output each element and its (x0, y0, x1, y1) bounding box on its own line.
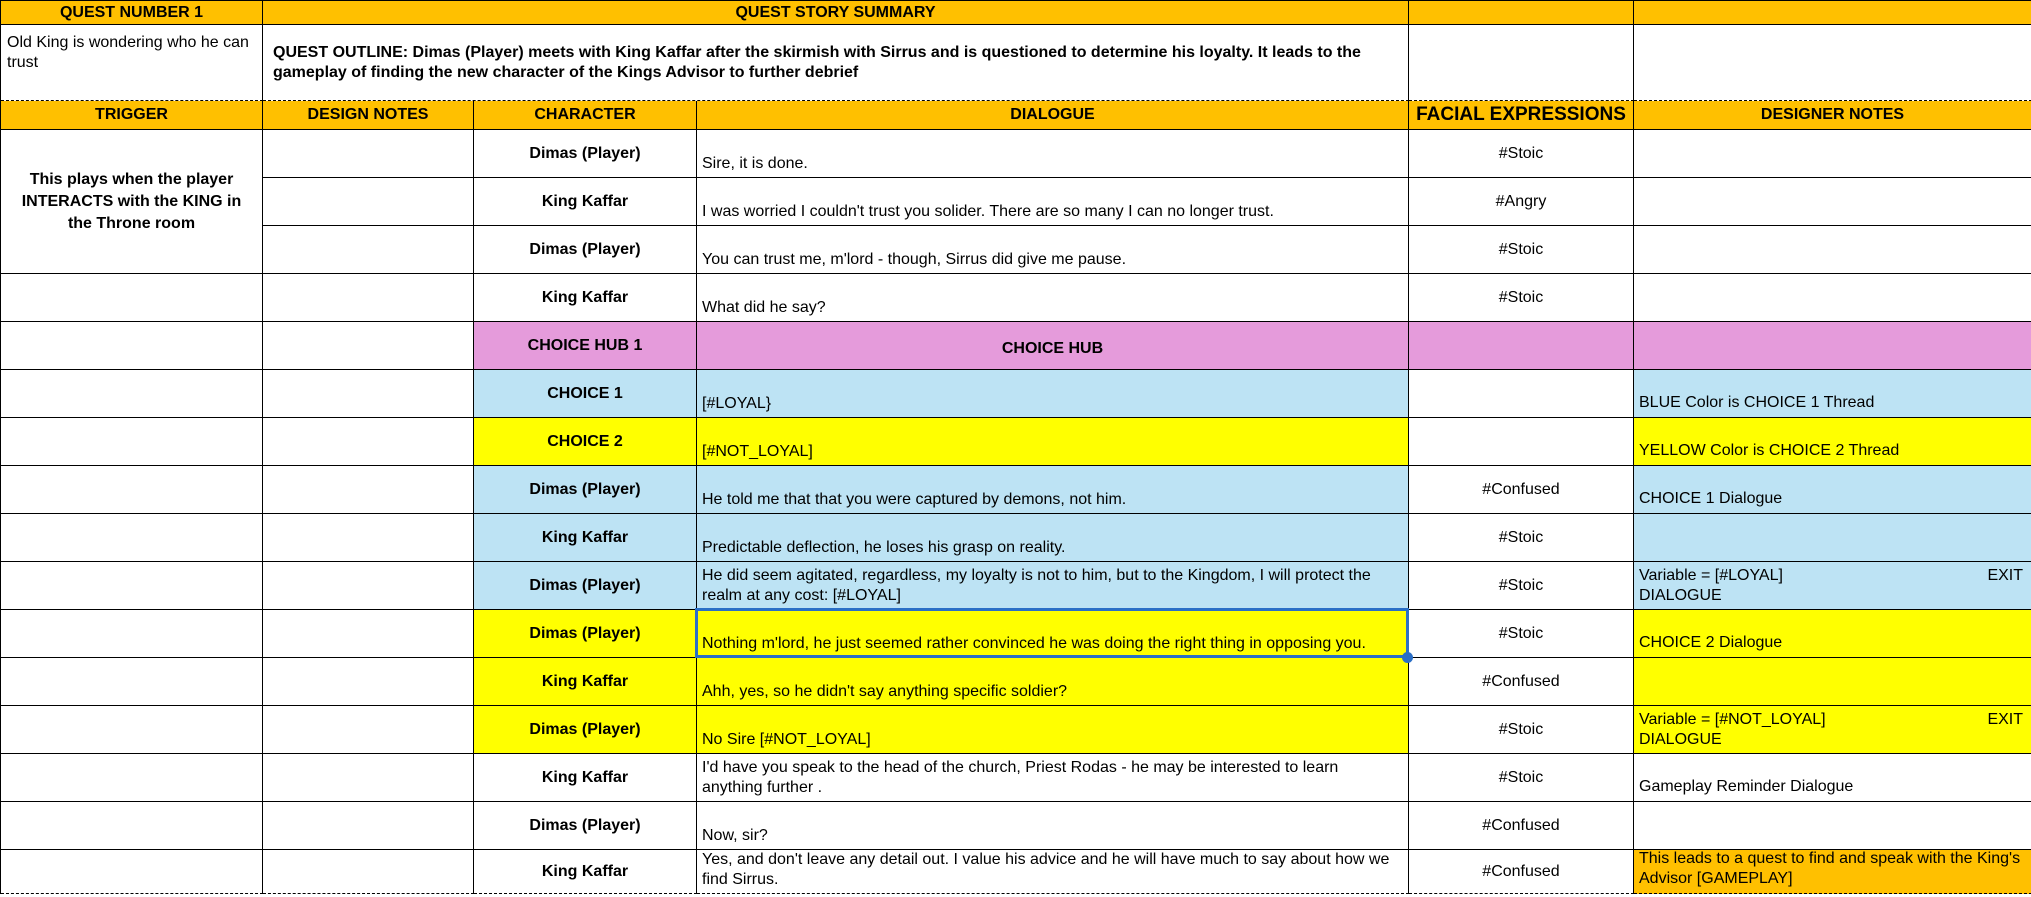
dialogue-cell[interactable]: No Sire [#NOT_LOYAL] (697, 706, 1409, 754)
facial-cell[interactable]: #Stoic (1409, 274, 1634, 322)
facial-cell[interactable]: #Confused (1409, 466, 1634, 514)
trigger-empty-cell[interactable] (1, 802, 263, 850)
designer-note-cell[interactable] (1634, 178, 2031, 226)
design-notes-cell[interactable] (263, 226, 474, 274)
trigger-empty-cell[interactable] (1, 322, 263, 370)
facial-cell[interactable]: #Confused (1409, 658, 1634, 706)
trigger-empty-cell[interactable] (1, 754, 263, 802)
character-cell[interactable]: Dimas (Player) (474, 466, 697, 514)
column-header-designer-notes[interactable]: DESIGNER NOTES (1634, 101, 2031, 130)
design-notes-cell[interactable] (263, 706, 474, 754)
designer-note-cell[interactable]: BLUE Color is CHOICE 1 Thread (1634, 370, 2031, 418)
trigger-cell[interactable]: This plays when the player INTERACTS with the KING in the Throne room (1, 130, 263, 274)
designer-note-cell[interactable] (1634, 226, 2031, 274)
dialogue-cell[interactable]: He did seem agitated, regardless, my loyalty is not to him, but to the Kingdom, I will protect the realm at any cost: [#LOYAL] (697, 562, 1409, 610)
design-notes-cell[interactable] (263, 274, 474, 322)
trigger-empty-cell[interactable] (1, 418, 263, 466)
exit-note: EXIT (1987, 566, 2023, 584)
facial-cell[interactable]: #Confused (1409, 802, 1634, 850)
column-header-trigger[interactable]: TRIGGER (1, 101, 263, 130)
design-notes-cell[interactable] (263, 322, 474, 370)
designer-note-cell[interactable] (1634, 658, 2031, 706)
dialogue-cell[interactable]: What did he say? (697, 274, 1409, 322)
dialogue-cell[interactable]: Predictable deflection, he loses his grasp on reality. (697, 514, 1409, 562)
designer-note-cell[interactable] (1634, 274, 2031, 322)
character-cell[interactable]: King Kaffar (474, 178, 697, 226)
design-notes-cell[interactable] (263, 514, 474, 562)
trigger-empty-cell[interactable] (1, 706, 263, 754)
designer-note-cell[interactable] (1634, 130, 2031, 178)
dialogue-cell[interactable]: [#NOT_LOYAL] (697, 418, 1409, 466)
trigger-empty-cell[interactable] (1, 562, 263, 610)
facial-cell[interactable]: #Angry (1409, 178, 1634, 226)
dialogue-cell[interactable]: Ahh, yes, so he didn't say anything specific soldier? (697, 658, 1409, 706)
character-cell[interactable]: Dimas (Player) (474, 802, 697, 850)
design-notes-cell[interactable] (263, 850, 474, 894)
dialogue-cell-selected[interactable]: Nothing m'lord, he just seemed rather convinced he was doing the right thing in opposing you. (697, 610, 1409, 658)
row2-blank-cell-1[interactable] (1409, 25, 1634, 101)
design-notes-cell[interactable] (263, 418, 474, 466)
design-notes-cell[interactable] (263, 178, 474, 226)
designer-note-cell-highlighted[interactable]: This leads to a quest to find and speak with the King's Advisor [GAMEPLAY] (1634, 850, 2031, 894)
designer-note-cell[interactable]: YELLOW Color is CHOICE 2 Thread (1634, 418, 2031, 466)
designer-note-cell[interactable] (1634, 802, 2031, 850)
design-notes-cell[interactable] (263, 130, 474, 178)
designer-note-cell[interactable]: Gameplay Reminder Dialogue (1634, 754, 2031, 802)
character-cell[interactable]: King Kaffar (474, 658, 697, 706)
variable-note: Variable = [#LOYAL] (1639, 566, 1783, 584)
character-cell[interactable]: CHOICE HUB 1 (474, 322, 697, 370)
fill-handle[interactable] (1402, 652, 1413, 663)
banner-blank-cell-2[interactable] (1634, 1, 2031, 25)
character-cell[interactable]: Dimas (Player) (474, 130, 697, 178)
dialogue-cell[interactable]: He told me that that you were captured by demons, not him. (697, 466, 1409, 514)
column-header-facial-expressions[interactable]: FACIAL EXPRESSIONS (1409, 101, 1634, 130)
character-cell[interactable]: King Kaffar (474, 754, 697, 802)
trigger-empty-cell[interactable] (1, 658, 263, 706)
quest-outline-cell[interactable]: QUEST OUTLINE: Dimas (Player) meets with King Kaffar after the skirmish with Sirrus and is questioned to determine his loyalty. It leads to the gameplay of finding the new character of the Kings Advisor to further debrief (263, 25, 1409, 101)
designer-note-cell[interactable] (1634, 562, 2031, 610)
variable-note: Variable = [#NOT_LOYAL] (1639, 710, 1826, 728)
facial-cell[interactable]: #Stoic (1409, 514, 1634, 562)
trigger-empty-cell[interactable] (1, 370, 263, 418)
banner-blank-cell-1[interactable] (1409, 1, 1634, 25)
dialogue-cell[interactable]: I was worried I couldn't trust you solider. There are so many I can no longer trust. (697, 178, 1409, 226)
dialogue-cell[interactable]: [#LOYAL} (697, 370, 1409, 418)
dialogue-cell[interactable]: You can trust me, m'lord - though, Sirrus did give me pause. (697, 226, 1409, 274)
trigger-empty-cell[interactable] (1, 466, 263, 514)
dialogue-cell[interactable]: Now, sir? (697, 802, 1409, 850)
character-cell[interactable]: CHOICE 1 (474, 370, 697, 418)
quest-number-header[interactable]: QUEST NUMBER 1 (1, 1, 263, 25)
facial-cell[interactable]: #Stoic (1409, 610, 1634, 658)
dialogue-cell[interactable]: Yes, and don't leave any detail out. I value his advice and he will have much to say about how we find Sirrus. (697, 850, 1409, 894)
dialogue-note: DIALOGUE (1639, 730, 1722, 748)
facial-cell[interactable]: #Stoic (1409, 130, 1634, 178)
facial-cell[interactable]: #Stoic (1409, 754, 1634, 802)
column-header-character[interactable]: CHARACTER (474, 101, 697, 130)
designer-note-cell[interactable] (1634, 706, 2031, 754)
facial-cell[interactable]: #Stoic (1409, 226, 1634, 274)
design-notes-cell[interactable] (263, 466, 474, 514)
quest-story-summary-header[interactable]: QUEST STORY SUMMARY (263, 1, 1409, 25)
character-cell[interactable]: Dimas (Player) (474, 562, 697, 610)
summary-note-cell[interactable]: Old King is wondering who he can trust (1, 25, 263, 101)
dialogue-cell[interactable]: CHOICE HUB (697, 322, 1409, 370)
trigger-empty-cell[interactable] (1, 610, 263, 658)
character-cell[interactable]: Dimas (Player) (474, 706, 697, 754)
column-header-dialogue[interactable]: DIALOGUE (697, 101, 1409, 130)
facial-cell[interactable] (1409, 370, 1634, 418)
facial-cell[interactable] (1409, 418, 1634, 466)
character-cell[interactable]: King Kaffar (474, 850, 697, 894)
exit-note: EXIT (1987, 710, 2023, 728)
trigger-empty-cell[interactable] (1, 274, 263, 322)
character-cell[interactable]: CHOICE 2 (474, 418, 697, 466)
facial-cell[interactable]: #Confused (1409, 850, 1634, 894)
row2-blank-cell-2[interactable] (1634, 25, 2031, 101)
facial-cell[interactable]: #Stoic (1409, 706, 1634, 754)
character-cell[interactable]: Dimas (Player) (474, 226, 697, 274)
design-notes-cell[interactable] (263, 610, 474, 658)
dialogue-cell[interactable]: I'd have you speak to the head of the church, Priest Rodas - he may be interested to learn anything further . (697, 754, 1409, 802)
dialogue-note: DIALOGUE (1639, 586, 1722, 604)
designer-note-cell[interactable] (1634, 322, 2031, 370)
character-cell[interactable]: King Kaffar (474, 514, 697, 562)
design-notes-cell[interactable] (263, 658, 474, 706)
designer-note-cell[interactable]: CHOICE 1 Dialogue (1634, 466, 2031, 514)
facial-cell[interactable] (1409, 322, 1634, 370)
trigger-empty-cell[interactable] (1, 514, 263, 562)
design-notes-cell[interactable] (263, 754, 474, 802)
character-cell[interactable]: Dimas (Player) (474, 610, 697, 658)
dialogue-cell[interactable]: Sire, it is done. (697, 130, 1409, 178)
designer-note-cell[interactable]: CHOICE 2 Dialogue (1634, 610, 2031, 658)
design-notes-cell[interactable] (263, 370, 474, 418)
character-cell[interactable]: King Kaffar (474, 274, 697, 322)
trigger-empty-cell[interactable] (1, 850, 263, 894)
designer-note-cell[interactable] (1634, 514, 2031, 562)
facial-cell[interactable]: #Stoic (1409, 562, 1634, 610)
design-notes-cell[interactable] (263, 562, 474, 610)
design-notes-cell[interactable] (263, 802, 474, 850)
column-header-design-notes[interactable]: DESIGN NOTES (263, 101, 474, 130)
